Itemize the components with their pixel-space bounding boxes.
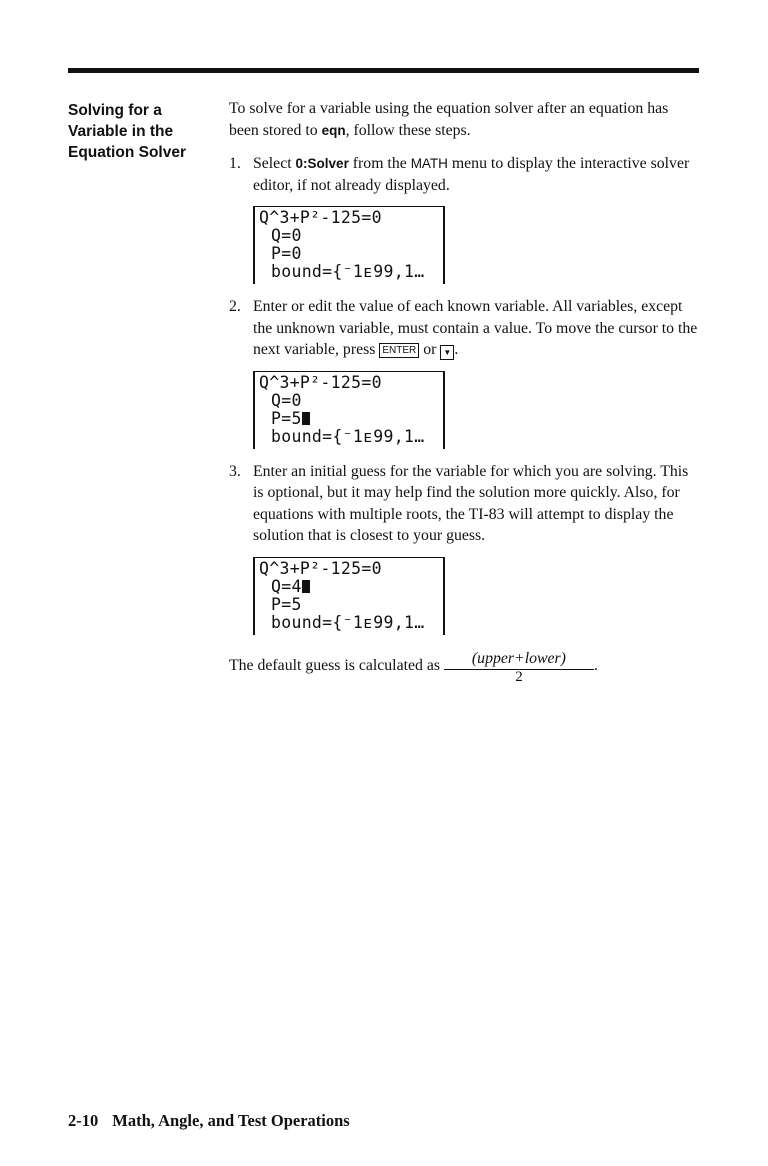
heading-line-3: Equation Solver [68,144,186,161]
screen-bound: bound={⁻1ᴇ99,1… [271,426,425,446]
down-arrow-key-icon: ▼ [440,345,454,360]
screen-q-value: Q=0 [271,226,302,245]
solver-keyword: 0:Solver [295,156,349,171]
calculator-screen-3 [253,557,445,635]
default-guess-fraction [444,649,594,684]
step-3: 3. Enter an initial guess for the variable for which you are solving. This is optional, but it may help find the solution more quickly. Also, for equations with multiple roots, the TI-83 will attempt to display the solution that is closest to your guess. Q^3+P²-125=0 Q=4 P=5 bound={⁻1ᴇ99,1… [229,461,699,635]
fraction-numerator: (upper+lower) [444,649,594,670]
calculator-screen-2 [253,371,445,449]
intro-paragraph: To solve for a variable using the equation solver after an equation has been stored to eqn, follow these steps. [229,100,669,139]
heading-line-2: Variable in the [68,123,174,140]
step-number: 1. [229,155,241,172]
default-guess-text: The default guess is calculated as [229,656,440,674]
screen-q-value: Q=4 [271,576,302,596]
screen-q-line [259,578,443,596]
screen-equation: Q^3+P²-125=0 [259,208,382,227]
screen-equation: Q^3+P²-125=0 [259,558,382,578]
top-rule [68,68,699,73]
heading-line-1: Solving for a [68,102,162,119]
math-keyword: MATH [410,156,448,171]
screen-q-value: Q=0 [271,390,302,410]
screen-equation: Q^3+P²-125=0 [259,372,382,392]
chapter-title: Math, Angle, and Test Operations [112,1111,350,1130]
cursor-icon [302,412,310,425]
screen-bound: bound={⁻1ᴇ99,1… [271,262,425,281]
page-number: 2-10 [68,1111,99,1130]
screen-p-value: P=5 [271,408,302,428]
page-footer [68,1111,350,1131]
fraction-denominator: 2 [515,668,523,685]
screen-bound: bound={⁻1ᴇ99,1… [271,612,425,632]
section-heading [68,100,208,163]
default-guess-line: The default guess is calculated as $\frac{\text{(upper+lower)}}{2}$ . [229,649,598,685]
screen-p-line [259,410,443,428]
screen-p-value: P=5 [271,594,302,614]
screen-p-value: P=0 [271,244,302,263]
enter-key: ENTER [379,343,419,358]
cursor-icon [302,580,310,593]
main-content [229,98,699,684]
step-number: 3. [229,462,241,480]
step-1: 1. Select 0:Solver from the MATH menu to display the interactive solver editor, if not already displayed. Q^3+P²-125=0 Q=0 P=0 bound={⁻1ᴇ99,1… [229,153,699,284]
calculator-screen-1 [253,206,445,284]
step-number: 2. [229,298,241,315]
step-2: 2. Enter or edit the value of each known variable. All variables, except the unknown variable, must contain a value. To move the cursor to the next variable, press ENTER or ▼ . Q^3+P²-125=0 Q=0 P=5 bound={⁻1ᴇ99,1… [229,296,699,449]
eqn-keyword: eqn [321,122,346,138]
